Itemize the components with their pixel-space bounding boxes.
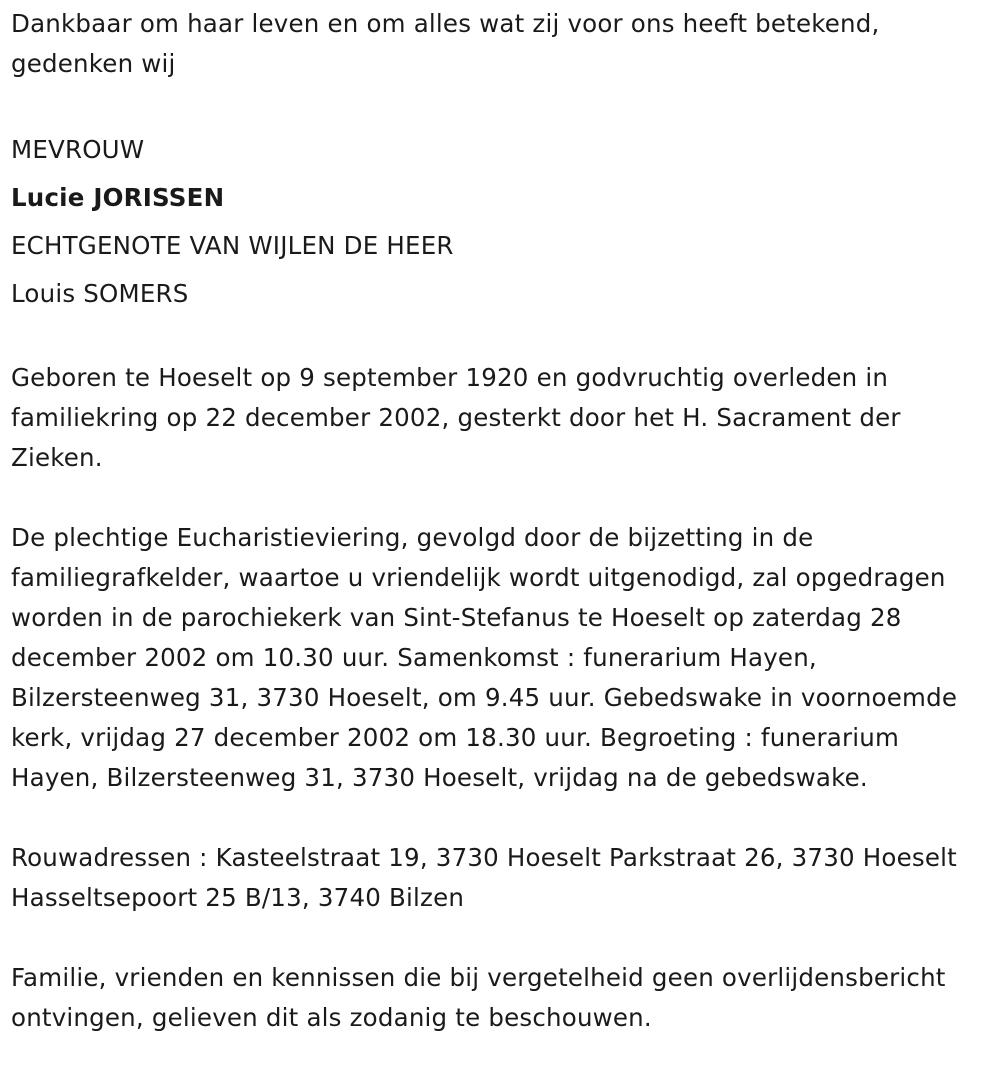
spacer: [11, 918, 986, 958]
salutation: MEVROUW: [11, 135, 145, 164]
deceased-name: Lucie JORISSEN: [11, 183, 225, 212]
spacer: [11, 84, 986, 124]
spacer: [11, 798, 986, 838]
spacer: [11, 478, 986, 518]
ceremony-paragraph: De plechtige Eucharistieviering, gevolgd door de bijzetting in de familiegrafkelder, waartoe u vriendelijk wordt uitgenodigd, zal opgedragen worden in de parochiekerk van Sint-Stefanus te Hoeselt op zaterdag 28 december 2002 om 10.30 uur. Samenkomst : funerarium Hayen, Bilzersteenweg 31, 3730 Hoeselt, om 9.45 uur. Gebedswake in voornoemde kerk, vrijdag 27 december 2002 om 18.30 uur. Begroeting : funerarium Hayen, Bilzersteenweg 31, 3730 Hoeselt, vrijdag na de gebedswake.: [11, 523, 958, 792]
relation-line: ECHTGENOTE VAN WIJLEN DE HEER: [11, 231, 454, 260]
intro-paragraph: Dankbaar om haar leven en om alles wat zij voor ons heeft betekend, gedenken wij: [11, 9, 880, 78]
spacer: [11, 318, 986, 358]
birth-death-paragraph: Geboren te Hoeselt op 9 september 1920 en godvruchtig overleden in familiekring op 22 december 2002, gesterkt door het H. Sacrament der Zieken.: [11, 363, 901, 472]
obituary-notice: [11, 4, 986, 1038]
spouse-name: Louis SOMERS: [11, 279, 189, 308]
closing-paragraph: Familie, vrienden en kennissen die bij vergetelheid geen overlijdensbericht ontvingen, gelieven dit als zodanig te beschouwen.: [11, 963, 946, 1032]
deceased-name-block: [11, 124, 986, 318]
addresses-paragraph: Rouwadressen : Kasteelstraat 19, 3730 Hoeselt Parkstraat 26, 3730 Hoeselt Hasseltsepoort 25 B/13, 3740 Bilzen: [11, 843, 957, 912]
